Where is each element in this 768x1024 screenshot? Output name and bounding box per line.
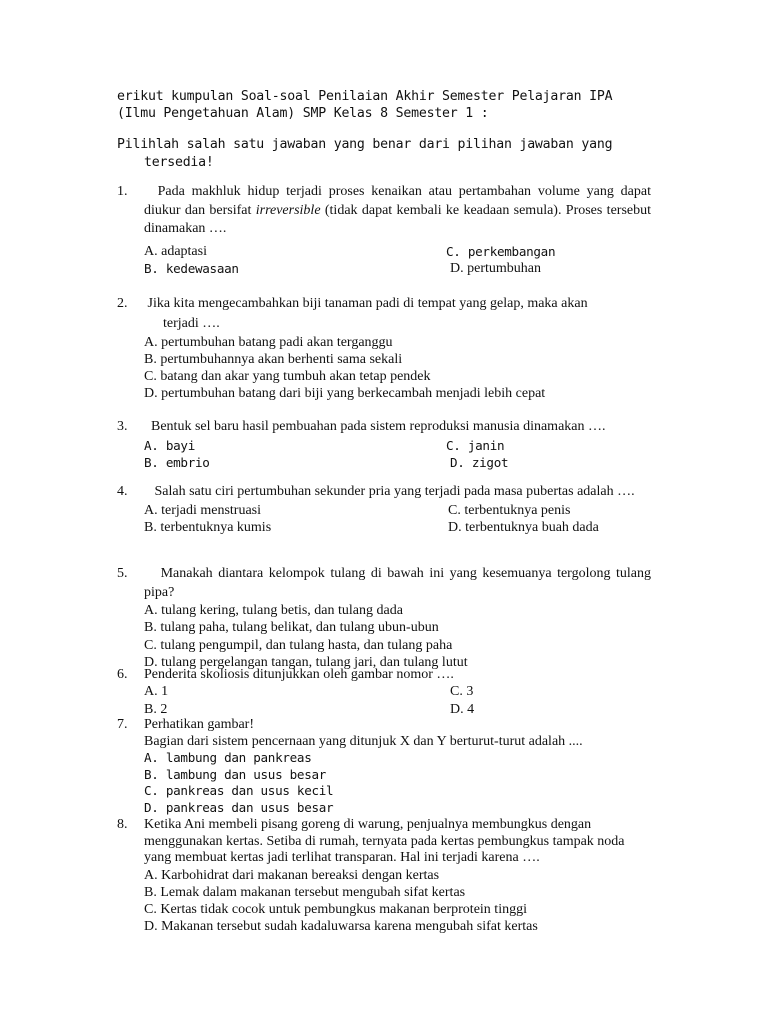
question-stem bbox=[117, 183, 651, 239]
option-b[interactable]: B. kedewasaan bbox=[144, 261, 239, 276]
option-list bbox=[117, 602, 651, 671]
stem-text: Pada makhluk hidup terjadi proses kenaikan atau pertambahan volume yang dapat diukur dan bersifat bbox=[144, 184, 651, 218]
option-row bbox=[117, 437, 651, 455]
intro-line-1: erikut kumpulan Soal-soal Penilaian Akhir Semester Pelajaran IPA bbox=[117, 89, 613, 104]
instruction-line-2: tersedia! bbox=[144, 155, 214, 170]
question-number: 2. bbox=[117, 296, 128, 311]
option-d[interactable]: D. Makanan tersebut sudah kadaluwarsa karena mengubah sifat kertas bbox=[144, 918, 538, 934]
stem-line-1: Perhatikan gambar! bbox=[144, 717, 255, 732]
question-number: 5. bbox=[117, 566, 128, 581]
question-5 bbox=[117, 565, 651, 671]
stem-text-end: (tidak dapat kembali ke keadaan semula). Proses tersebut dinamakan …. bbox=[144, 202, 651, 236]
question-number: 8. bbox=[117, 817, 128, 832]
option-c[interactable]: C. tulang pengumpil, dan tulang hasta, dan tulang paha bbox=[144, 637, 453, 653]
question-number: 6. bbox=[117, 667, 128, 682]
question-number: 4. bbox=[117, 484, 128, 499]
option-a[interactable]: A. tulang kering, tulang betis, dan tulang dada bbox=[144, 603, 403, 618]
question-number: 7. bbox=[117, 717, 128, 732]
option-b[interactable]: B. 2 bbox=[144, 701, 168, 717]
option-a[interactable]: A. adaptasi bbox=[144, 243, 207, 259]
option-row bbox=[117, 683, 651, 701]
question-2 bbox=[117, 295, 651, 403]
stem-line-2: terjadi …. bbox=[163, 315, 220, 331]
option-list bbox=[117, 867, 653, 935]
question-stem bbox=[117, 716, 651, 733]
option-c[interactable]: C. perkembangan bbox=[446, 243, 556, 259]
option-list bbox=[117, 750, 651, 816]
option-b[interactable]: B. terbentuknya kumis bbox=[144, 520, 272, 535]
option-row bbox=[117, 454, 651, 472]
option-c[interactable]: C. 3 bbox=[450, 684, 474, 699]
option-a[interactable]: A. bayi bbox=[144, 437, 195, 453]
stem-text: Manakah diantara kelompok tulang di bawah ini yang kesemuanya tergolong tulang pipa? bbox=[144, 566, 651, 600]
option-d[interactable]: D. zigot bbox=[450, 455, 509, 470]
option-b[interactable]: B. pertumbuhannya akan berhenti sama sekali bbox=[144, 351, 403, 367]
intro-line-2: (Ilmu Pengetahuan Alam) SMP Kelas 8 Semester 1 : bbox=[117, 106, 489, 121]
option-b[interactable]: B. tulang paha, tulang belikat, dan tulang ubun-ubun bbox=[144, 620, 439, 636]
question-number: 1. bbox=[117, 184, 128, 199]
question-6 bbox=[117, 666, 651, 718]
option-a[interactable]: A. Karbohidrat dari makanan bereaksi dengan kertas bbox=[144, 867, 440, 883]
stem-text: Bentuk sel baru hasil pembuahan pada sistem reproduksi manusia dinamakan …. bbox=[151, 419, 606, 434]
option-a[interactable]: A. 1 bbox=[144, 684, 169, 699]
question-1 bbox=[117, 183, 651, 278]
option-a[interactable]: A. pertumbuhan batang padi akan terganggu bbox=[144, 334, 393, 350]
stem-text: Ketika Ani membeli pisang goreng di warung, penjualnya membungkus dengan menggunakan kertas. Setiba di rumah, ternyata pada kertas pembungkus tampak noda yang membuat kertas jadi terlihat transparan. Hal ini terjadi karena …. bbox=[144, 817, 625, 866]
question-number: 3. bbox=[117, 419, 128, 434]
intro-text bbox=[117, 88, 612, 122]
question-3 bbox=[117, 418, 651, 472]
option-a[interactable]: A. terjadi menstruasi bbox=[144, 502, 262, 518]
option-d[interactable]: D. 4 bbox=[450, 701, 475, 717]
question-stem bbox=[117, 666, 651, 683]
option-d[interactable]: D. terbentuknya buah dada bbox=[448, 520, 599, 535]
option-c[interactable]: C. batang dan akar yang tumbuh akan tetap pendek bbox=[144, 369, 431, 385]
option-row bbox=[117, 502, 651, 520]
option-b[interactable]: B. embrio bbox=[144, 455, 210, 470]
option-list bbox=[117, 334, 651, 403]
option-c[interactable]: C. janin bbox=[446, 437, 505, 453]
option-c[interactable]: C. pankreas dan usus kecil bbox=[144, 783, 334, 798]
option-b[interactable]: B. lambung dan usus besar bbox=[144, 766, 327, 782]
option-d[interactable]: D. pertumbuhan bbox=[450, 261, 541, 276]
question-7 bbox=[117, 716, 651, 816]
question-stem bbox=[117, 817, 653, 867]
question-stem bbox=[117, 418, 651, 437]
option-d[interactable]: D. pertumbuhan batang dari biji yang berkecambah menjadi lebih cepat bbox=[144, 386, 546, 402]
instruction-line-1: Pilihlah salah satu jawaban yang benar dari pilihan jawaban yang bbox=[117, 137, 613, 152]
question-4 bbox=[117, 483, 651, 537]
question-8 bbox=[117, 817, 653, 935]
option-c[interactable]: C. Kertas tidak cocok untuk pembungkus makanan berprotein tinggi bbox=[144, 901, 527, 917]
stem-line-1: Jika kita mengecambahkan biji tanaman padi di tempat yang gelap, maka akan bbox=[147, 296, 588, 311]
option-row bbox=[117, 243, 651, 261]
question-stem bbox=[117, 565, 651, 602]
stem-text: Salah satu ciri pertumbuhan sekunder pria yang terjadi pada masa pubertas adalah …. bbox=[154, 484, 635, 499]
option-d[interactable]: D. tulang pergelangan tangan, tulang jari, dan tulang lutut bbox=[144, 654, 468, 670]
option-row bbox=[117, 260, 651, 278]
option-a[interactable]: A. lambung dan pankreas bbox=[144, 750, 312, 765]
option-b[interactable]: B. Lemak dalam makanan tersebut mengubah sifat kertas bbox=[144, 884, 466, 900]
stem-text: Penderita skoliosis ditunjukkan oleh gambar nomor …. bbox=[144, 667, 454, 682]
question-stem bbox=[117, 483, 651, 502]
question-stem bbox=[117, 295, 651, 314]
option-row bbox=[117, 519, 651, 537]
option-d[interactable]: D. pankreas dan usus besar bbox=[144, 799, 334, 815]
instruction bbox=[117, 136, 612, 172]
stem-line-2: Bagian dari sistem pencernaan yang ditunjuk X dan Y berturut-turut adalah .... bbox=[144, 734, 583, 749]
option-c[interactable]: C. terbentuknya penis bbox=[448, 502, 571, 518]
stem-italic-term: irreversible bbox=[255, 202, 321, 218]
